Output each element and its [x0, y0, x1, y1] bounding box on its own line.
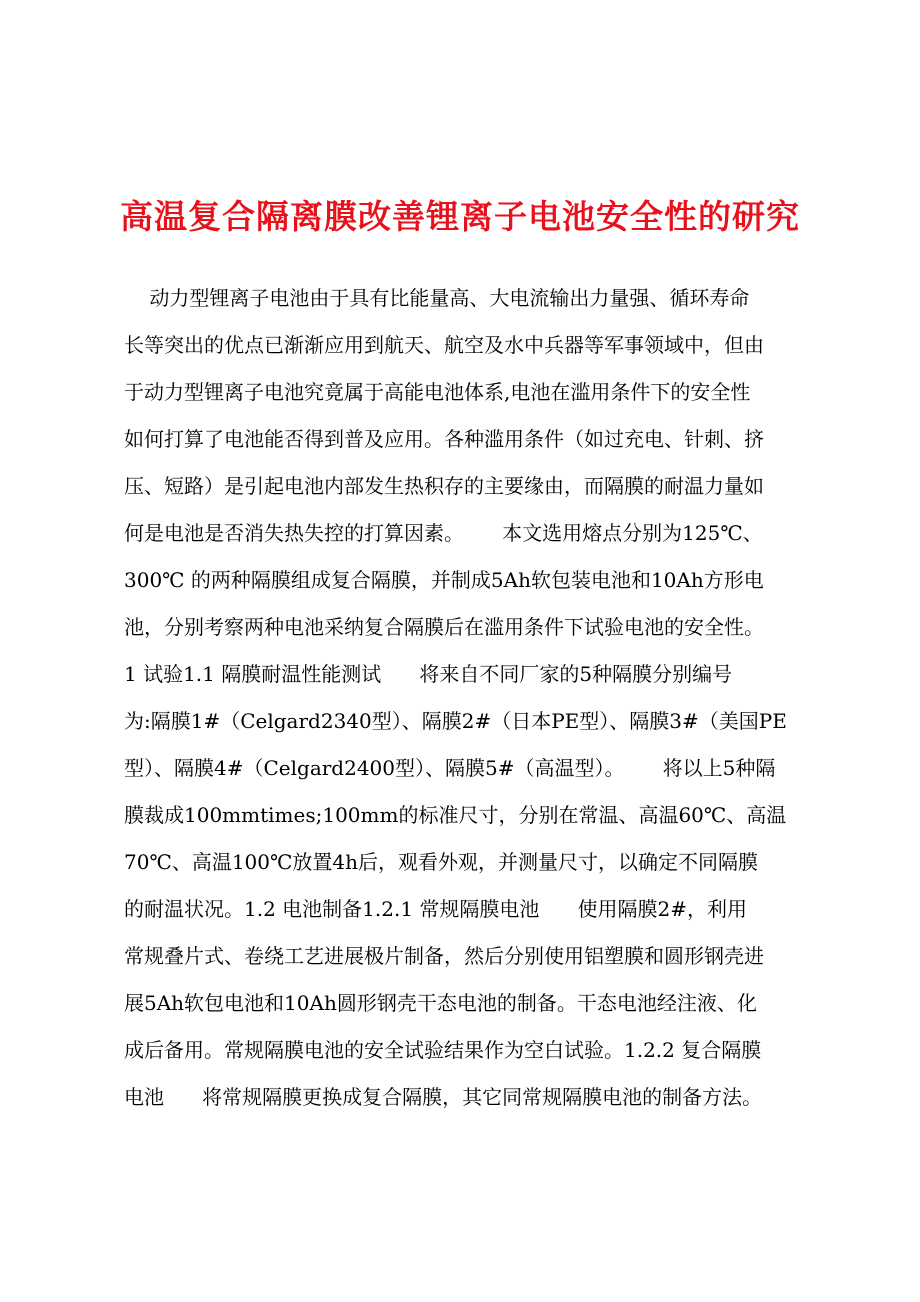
body-line: 电池 将常规隔膜更换成复合隔膜，其它同常规隔膜电池的制备方法。: [124, 1085, 763, 1109]
body-line: 压、短路）是引起电池内部发生热积存的主要缘由，而隔膜的耐温力量如: [124, 474, 764, 498]
body-line: 膜裁成100mmtimes;100mm的标准尺寸，分别在常温、高温60℃、高温: [124, 803, 787, 827]
body-line: 1 试验1.1 隔膜耐温性能测试 将来自不同厂家的5种隔膜分别编号: [124, 662, 733, 686]
body-line: 长等突出的优点已渐渐应用到航天、航空及水中兵器等军事领域中，但由: [124, 333, 764, 357]
document-title: 高温复合隔离膜改善锂离子电池安全性的研究: [120, 197, 800, 236]
body-line: 如何打算了电池能否得到普及应用。各种滥用条件（如过充电、针刺、挤: [124, 427, 764, 451]
body-line: 何是电池是否消失热失控的打算因素。 本文选用熔点分别为125℃、: [124, 521, 763, 545]
body-line: 常规叠片式、卷绕工艺进展极片制备，然后分别使用铝塑膜和圆形钢壳进: [124, 944, 764, 968]
body-line: 型）、隔膜4#（Celgard2400型）、隔膜5#（高温型）。 将以上5种隔: [124, 756, 776, 780]
body-line: 为:隔膜1#（Celgard2340型）、隔膜2#（日本PE型）、隔膜3#（美国PE: [124, 709, 787, 733]
body-line: 成后备用。常规隔膜电池的安全试验结果作为空白试验。1.2.2 复合隔膜: [124, 1038, 762, 1062]
body-line: 70℃、高温100℃放置4h后，观看外观，并测量尺寸，以确定不同隔膜: [124, 850, 758, 874]
body-line: 动力型锂离子电池由于具有比能量高、大电流输出力量强、循环寿命: [124, 286, 750, 310]
body-line: 的耐温状况。1.2 电池制备1.2.1 常规隔膜电池 使用隔膜2#，利用: [124, 897, 748, 921]
body-line: 池，分别考察两种电池采纳复合隔膜后在滥用条件下试验电池的安全性。: [124, 615, 764, 639]
body-line: 展5Ah软包电池和10Ah圆形钢壳干态电池的制备。干态电池经注液、化: [124, 991, 757, 1015]
body-line: 于动力型锂离子电池究竟属于高能电池体系,电池在滥用条件下的安全性: [124, 380, 751, 404]
body-line: 300℃ 的两种隔膜组成复合隔膜，并制成5Ah软包装电池和10Ah方形电: [124, 568, 764, 592]
